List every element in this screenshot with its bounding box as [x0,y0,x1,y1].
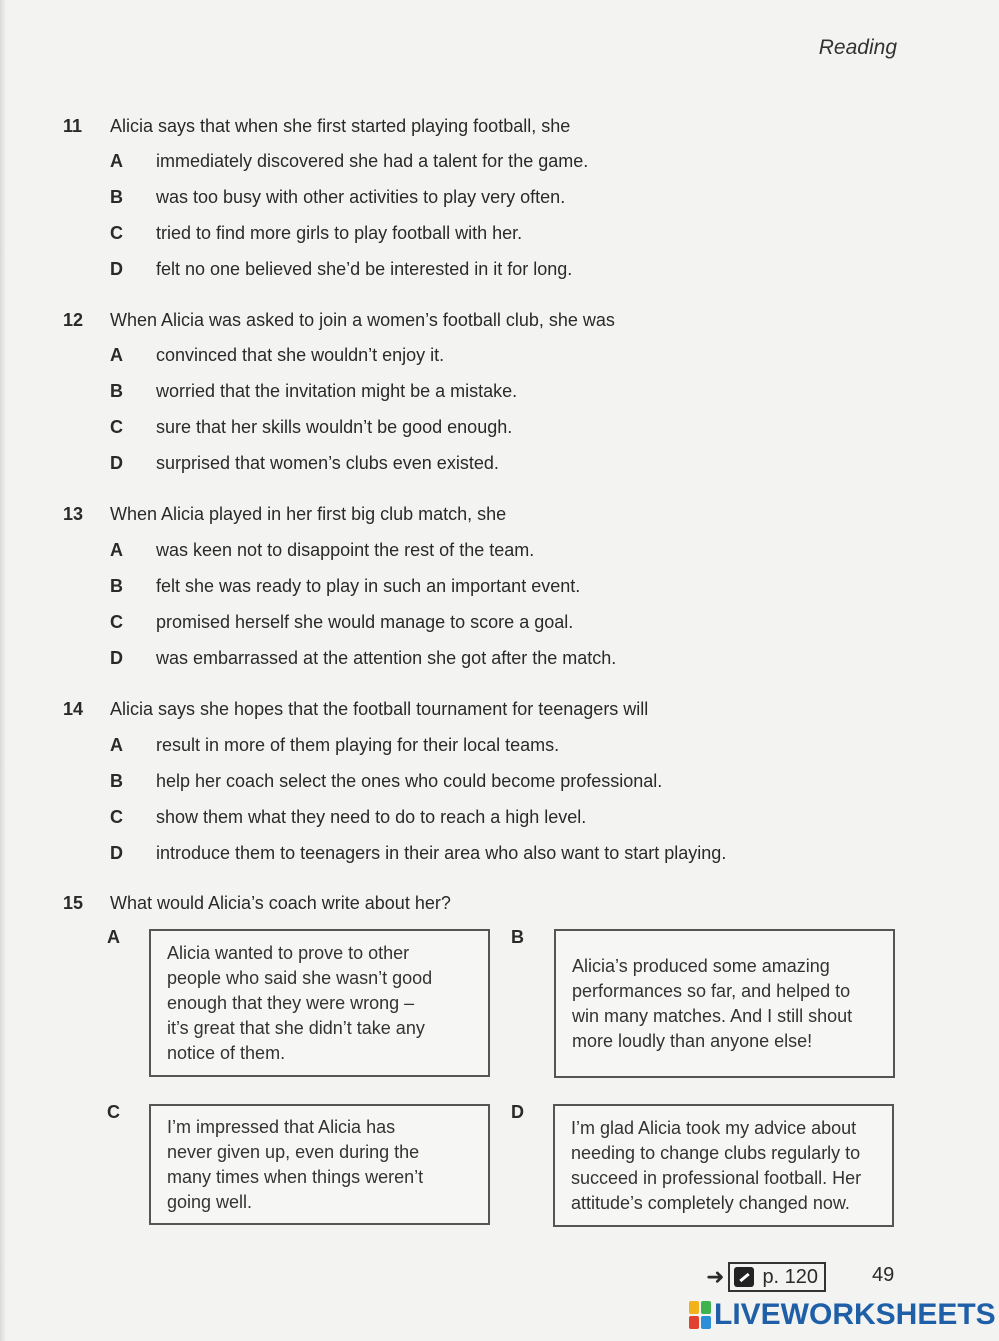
option-letter: D [110,453,123,473]
option-letter: A [110,345,123,365]
box-line: going well. [167,1191,253,1212]
option-11-d[interactable] [0,259,999,283]
option-text: help her coach select the ones who could become professional. [156,771,663,791]
option-13-d[interactable] [0,648,999,672]
option-text: promised herself she would manage to score a goal. [156,612,574,632]
box-line: attitude’s completely changed now. [571,1192,850,1213]
question-number: 15 [63,893,84,913]
option-text: convinced that she wouldn’t enjoy it. [156,345,445,365]
box-line: Alicia wanted to prove to other [167,942,410,963]
question-stem: Alicia says she hopes that the football tournament for teenagers will [110,699,649,719]
question-stem: What would Alicia’s coach write about her? [110,893,451,913]
option-text: surprised that women’s clubs even existed. [156,453,499,473]
box-letter-a: A [107,927,120,947]
option-letter: A [110,735,123,755]
question-stem: When Alicia played in her first big club match, she [110,504,507,524]
box-letter-c: C [107,1102,120,1122]
question-number: 11 [63,116,83,136]
box-line: performances so far, and helped to [572,980,851,1001]
option-13-c[interactable] [0,612,999,636]
option-11-b[interactable] [0,187,999,211]
page-reference [706,1262,826,1292]
option-text: was too busy with other activities to play very often. [156,187,566,207]
page-number: 49 [872,1264,895,1286]
box-line: win many matches. And I still shout [572,1005,853,1026]
option-11-c[interactable] [0,223,999,247]
box-text [572,954,852,1054]
option-letter: B [110,187,123,207]
option-text: worried that the invitation might be a mistake. [156,381,518,401]
option-13-a[interactable] [0,540,999,564]
answer-box-b[interactable] [554,929,895,1078]
option-letter: A [110,151,123,171]
box-line: needing to change clubs regularly to [571,1142,861,1163]
box-text [571,1116,861,1216]
box-line: Alicia’s produced some amazing [572,955,830,976]
option-12-b[interactable] [0,381,999,405]
box-letter-d: D [511,1102,524,1122]
option-text: felt she was ready to play in such an important event. [156,576,581,596]
box-text [167,941,432,1066]
option-letter: C [110,612,123,632]
option-letter: C [110,417,123,437]
question-stem: When Alicia was asked to join a women’s football club, she was [110,310,615,330]
reference-box [728,1262,826,1292]
box-line: I’m impressed that Alicia has [167,1116,396,1137]
answer-box-c[interactable] [149,1104,490,1225]
liveworksheets-logo [689,1298,996,1332]
box-line: never given up, even during the [167,1141,420,1162]
box-line: notice of them. [167,1042,286,1063]
option-text: sure that her skills wouldn’t be good enough. [156,417,513,437]
box-letter-b: B [511,927,524,947]
option-letter: B [110,771,123,791]
option-14-a[interactable] [0,735,999,759]
option-text: immediately discovered she had a talent for the game. [156,151,589,171]
question-number: 13 [63,504,84,524]
option-11-a[interactable] [0,151,999,175]
option-12-c[interactable] [0,417,999,441]
logo-text: LIVEWORKSHEETS [714,1298,996,1331]
option-letter: C [110,807,123,827]
option-12-d[interactable] [0,453,999,477]
answer-box-d[interactable] [553,1104,894,1227]
option-text: felt no one believed she’d be interested in it for long. [156,259,573,279]
answer-box-a[interactable] [149,929,490,1077]
box-line: enough that they were wrong – [167,992,415,1013]
option-letter: D [110,843,123,863]
option-text: show them what they need to do to reach a high level. [156,807,587,827]
question-stem: Alicia says that when she first started playing football, she [110,116,571,136]
box-text [167,1115,423,1215]
option-text: tried to find more girls to play football with her. [156,223,523,243]
arrow-right-icon: ➜ [706,1264,725,1289]
option-letter: C [110,223,123,243]
option-13-b[interactable] [0,576,999,600]
box-line: it’s great that she didn’t take any [167,1017,425,1038]
option-letter: B [110,576,123,596]
option-text: was embarrassed at the attention she got after the match. [156,648,617,668]
option-14-c[interactable] [0,807,999,831]
option-text: result in more of them playing for their local teams. [156,735,560,755]
box-line: more loudly than anyone else! [572,1030,813,1051]
option-14-b[interactable] [0,771,999,795]
option-letter: B [110,381,123,401]
reference-text: p. 120 [762,1265,819,1288]
box-line: I’m glad Alicia took my advice about [571,1117,857,1138]
question-number: 12 [63,310,84,330]
option-14-d[interactable] [0,843,999,867]
option-letter: D [110,648,123,668]
section-title: Reading [818,36,897,59]
liveworksheets-mark-icon [689,1301,711,1329]
option-text: introduce them to teenagers in their area who also want to start playing. [156,843,727,863]
option-letter: A [110,540,123,560]
option-text: was keen not to disappoint the rest of the team. [156,540,535,560]
box-line: succeed in professional football. Her [571,1167,862,1188]
pencil-icon [734,1267,754,1287]
option-12-a[interactable] [0,345,999,369]
question-number: 14 [63,699,84,719]
option-letter: D [110,259,123,279]
box-line: people who said she wasn’t good [167,967,433,988]
box-line: many times when things weren’t [167,1166,424,1187]
